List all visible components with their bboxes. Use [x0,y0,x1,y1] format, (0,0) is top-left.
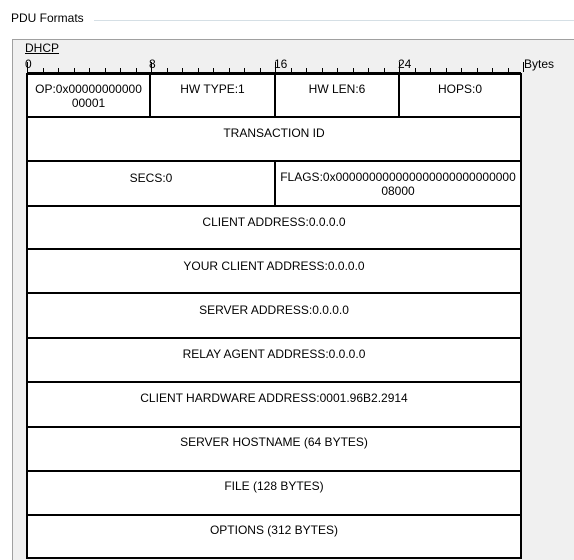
ruler-tick [229,68,230,72]
field-server-hostname[interactable] [26,426,522,472]
ruler-label-8: 8 [149,57,156,71]
ruler-tick [291,68,292,72]
ruler-label-0: 0 [25,57,32,71]
field-client-address-text: CLIENT ADDRESS:0.0.0.0 [202,215,346,229]
field-hw-len[interactable] [274,73,400,118]
field-file-text: FILE (128 BYTES) [224,479,324,493]
ruler-tick [136,68,137,72]
field-your-client-address[interactable] [26,248,522,294]
field-relay-agent-address-text: RELAY AGENT ADDRESS:0.0.0.0 [182,347,366,361]
field-hw-type-text: HW TYPE:1 [180,82,245,96]
ruler-tick [120,68,121,72]
field-flags-text: FLAGS:0x00000000000000000000000000008000 [280,170,516,198]
field-transaction-id[interactable] [26,116,522,162]
ruler-tick [89,68,90,72]
ruler-tick [446,68,447,72]
ruler-tick [384,68,385,72]
ruler-tick [492,68,493,72]
ruler-tick [353,68,354,72]
field-hops[interactable] [398,73,522,118]
ruler-tick [213,68,214,72]
field-client-hardware-address[interactable] [26,381,522,428]
field-client-address[interactable] [26,205,522,250]
field-options-text: OPTIONS (312 BYTES) [209,523,339,537]
ruler-tick [105,68,106,72]
field-hops-text: HOPS:0 [437,82,482,96]
field-your-client-address-text: YOUR CLIENT ADDRESS:0.0.0.0 [183,259,365,273]
field-flags[interactable] [274,160,522,207]
field-secs-text: SECS:0 [129,171,173,185]
field-secs[interactable] [26,160,276,207]
field-server-address[interactable] [26,292,522,339]
field-client-hardware-address-text: CLIENT HARDWARE ADDRESS:0001.96B2.2914 [140,391,408,405]
ruler-tick [58,68,59,72]
ruler-label-24: 24 [398,57,412,71]
ruler-tick [198,68,199,72]
field-server-hostname-text: SERVER HOSTNAME (64 BYTES) [180,435,368,449]
ruler-label-16: 16 [274,57,288,71]
ruler-tick [74,68,75,72]
protocol-label: DHCP [25,41,60,55]
field-options[interactable] [26,514,522,559]
field-op[interactable] [26,73,151,118]
field-server-address-text: SERVER ADDRESS:0.0.0.0 [199,303,349,317]
field-hw-len-text: HW LEN:6 [308,82,366,96]
ruler-tick [167,68,168,72]
ruler-tick [461,68,462,72]
ruler-tick [260,68,261,72]
field-transaction-id-text: TRANSACTION ID [223,126,325,140]
field-hw-type[interactable] [149,73,276,118]
ruler-tick [322,68,323,72]
ruler-tick [43,68,44,72]
ruler-tick [368,68,369,72]
ruler-unit-label: Bytes [524,57,555,71]
ruler-tick [337,68,338,72]
ruler-tick [306,68,307,72]
field-relay-agent-address[interactable] [26,337,522,383]
ruler-tick [508,68,509,72]
ruler-tick [430,68,431,72]
field-op-text: OP:0x0000000000000001 [35,82,142,110]
group-border [94,20,574,21]
ruler-tick [182,68,183,72]
ruler-tick [477,68,478,72]
group-title: PDU Formats [11,11,88,25]
field-file[interactable] [26,470,522,516]
ruler-tick [244,68,245,72]
ruler-tick [415,68,416,72]
